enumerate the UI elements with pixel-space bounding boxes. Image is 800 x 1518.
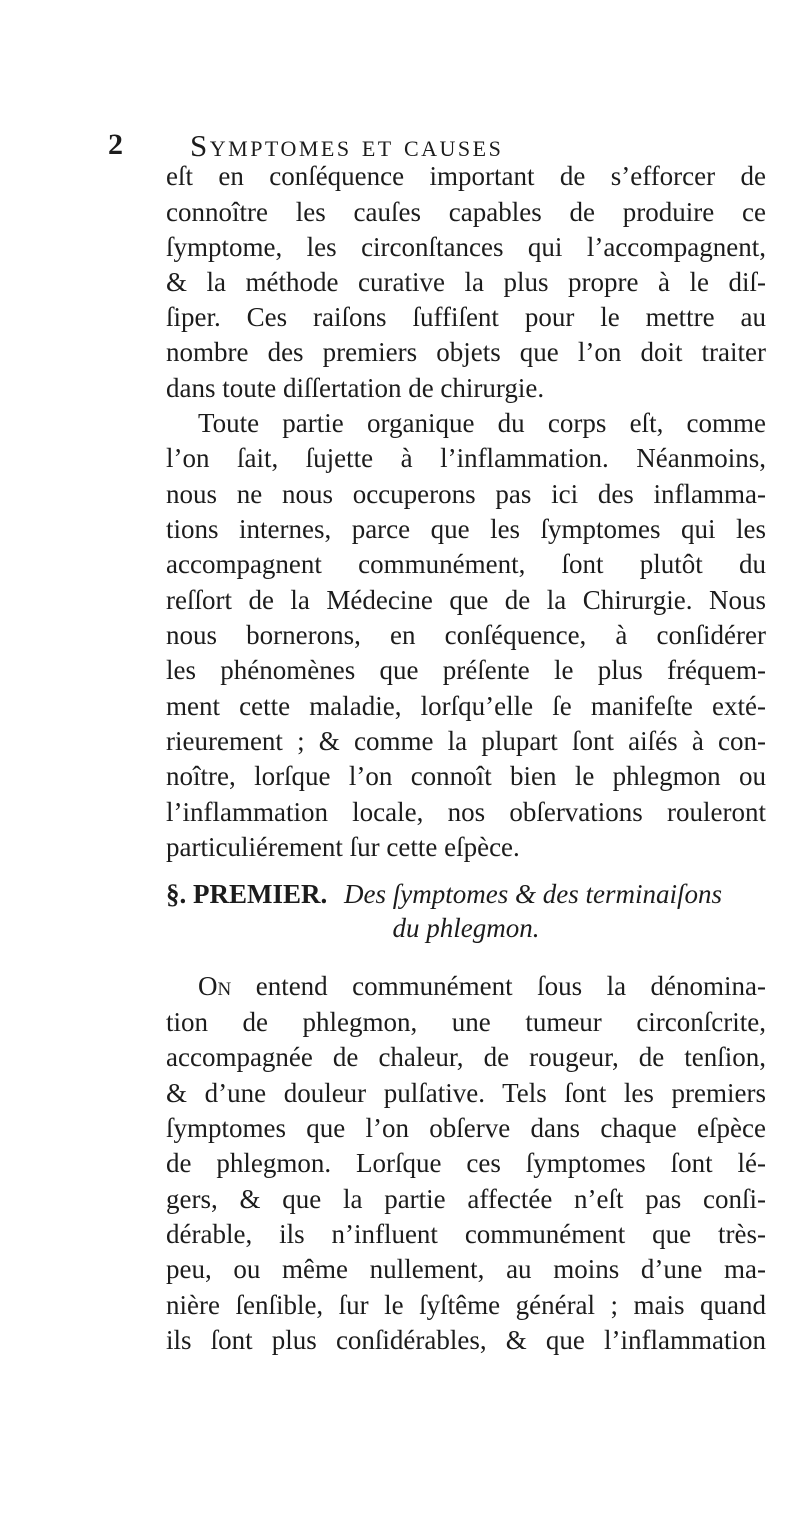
text-line: nous bornerons, en conſéquence, à conſidérer: [166, 620, 766, 650]
text-line: nombre des premiers objets que l’on doit traiter: [166, 337, 766, 367]
text-line: accompagnée de chaleur, de rougeur, de tenſion,: [166, 1042, 766, 1072]
drop-word: On: [198, 971, 232, 1001]
text-line: peu, ou même nullement, au moins d’une ma-: [166, 1254, 766, 1284]
text-line: nous ne nous occuperons pas ici des inflamma-: [166, 479, 766, 509]
text-line: [198, 968, 766, 1004]
text-line: & la méthode curative la plus propre à le diſ-: [166, 267, 766, 297]
text-line: ſiper. Ces raiſons ſuffiſent pour le mettre au: [166, 302, 766, 332]
section-title-line-2: du phlegmon.: [392, 913, 540, 943]
text-line: ils ſont plus conſidérables, & que l’inflammation: [166, 1325, 766, 1355]
text-line: nière ſenſible, ſur le ſyſtême général ; mais quand: [166, 1290, 766, 1320]
text-line: particuliérement ſur cette eſpèce.: [166, 832, 520, 862]
text-line: de phlegmon. Lorſque ces ſymptomes ſont lé-: [166, 1148, 766, 1178]
section-heading: [166, 876, 766, 912]
text-line: & d’une douleur pulſative. Tels ſont les premiers: [166, 1078, 766, 1108]
text-line: ſymptome, les circonſtances qui l’accompagnent,: [166, 232, 766, 262]
text-line: noître, lorſque l’on connoît bien le phlegmon ou: [166, 761, 766, 791]
text-line: rieurement ; & comme la plupart ſont aiſés à con-: [166, 726, 766, 756]
text-line: dérable, ils n’influent communément que très-: [166, 1219, 766, 1249]
running-head: Symptomes et causes: [190, 128, 504, 163]
text-line: les phénomènes que préſente le plus fréquem-: [166, 655, 766, 685]
text-line: tions internes, parce que les ſymptomes qui les: [166, 514, 766, 544]
text-line: Toute partie organique du corps eſt, comme: [198, 408, 766, 438]
text-line: accompagnent communément, ſont plutôt du: [166, 549, 766, 579]
text-line: tion de phlegmon, une tumeur circonſcrite,: [166, 1007, 766, 1037]
text-line: connoître les cauſes capables de produire ce: [166, 197, 766, 227]
text-line: ment cette maladie, lorſqu’elle ſe manifeſte exté-: [166, 691, 766, 721]
section-title-line-1: Des ſymptomes & des terminaiſons: [344, 879, 722, 909]
text-line: eſt en conſéquence important de s’efforcer de: [166, 161, 766, 191]
text-line: l’inflammation locale, nos obſervations rouleront: [166, 797, 766, 827]
text-line: l’on ſait, ſujette à l’inflammation. Néanmoins,: [166, 443, 766, 473]
section-mark: §. PREMIER.: [166, 879, 328, 909]
text-line: reſſort de la Médecine que de la Chirurgie. Nous: [166, 585, 766, 615]
text-line: ſymptomes que l’on obſerve dans chaque eſpèce: [166, 1113, 766, 1143]
text-line-rest: entend communément ſous la dénomina-: [231, 971, 766, 1001]
text-line: gers, & que la partie affectée n’eſt pas conſi-: [166, 1184, 766, 1214]
page-number: 2: [108, 128, 123, 161]
text-line: dans toute diſſertation de chirurgie.: [166, 373, 545, 403]
